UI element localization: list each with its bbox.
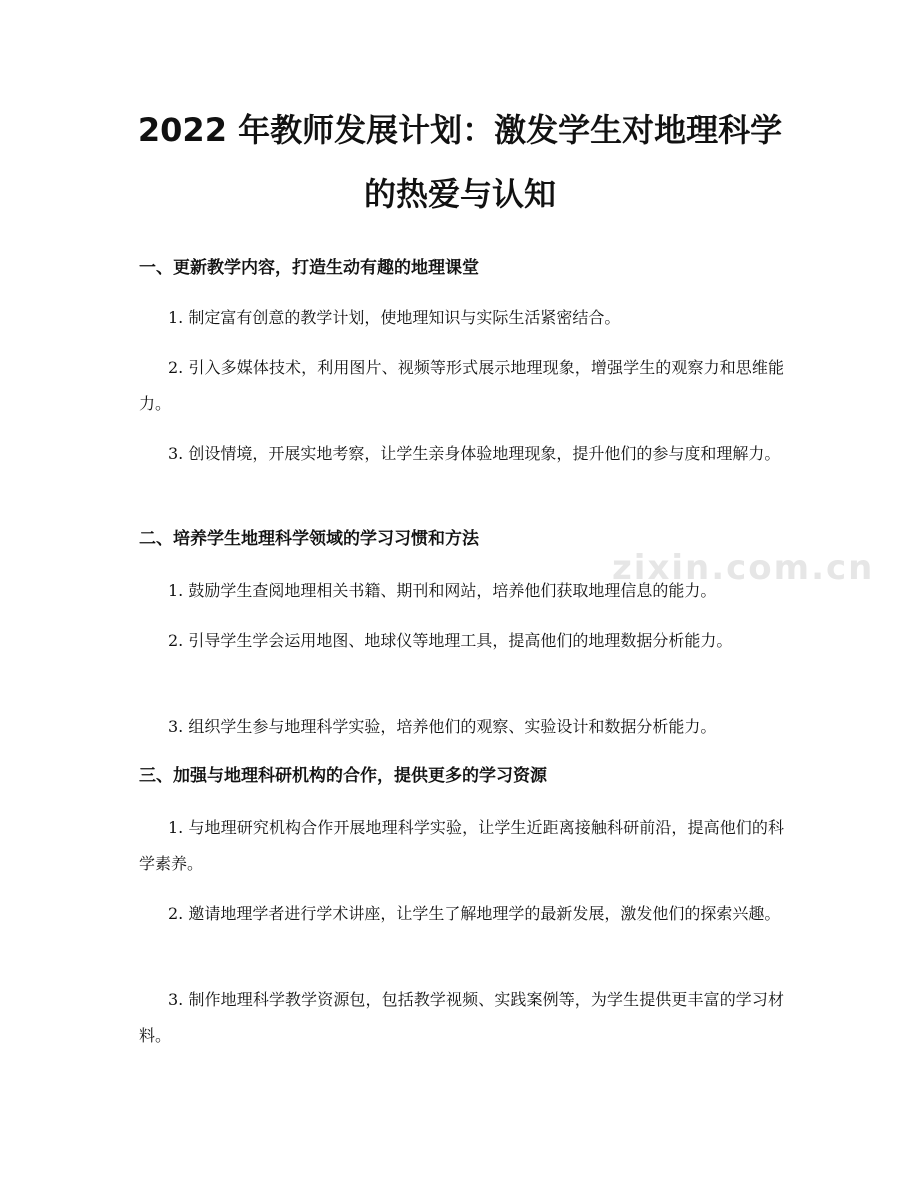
watermark-text: zixin.com.cn [612, 548, 875, 588]
title-line-1: 2022 年教师发展计划：激发学生对地理科学 [137, 111, 783, 149]
section-heading-3: 三、加强与地理科研机构的合作，提供更多的学习资源 [139, 766, 547, 786]
section-3-item-2: 2. 邀请地理学者进行学术讲座，让学生了解地理学的最新发展，激发他们的探索兴趣。 [168, 904, 781, 923]
document-title [100, 98, 820, 226]
section-1-item-3: 3. 创设情境，开展实地考察，让学生亲身体验地理现象，提升他们的参与度和理解力。 [168, 444, 781, 463]
section-2-item-1: 1. 鼓励学生查阅地理相关书籍、期刊和网站，培养他们获取地理信息的能力。 [168, 581, 717, 600]
section-2-item-3: 3. 组织学生参与地理科学实验，培养他们的观察、实验设计和数据分析能力。 [168, 717, 717, 736]
section-1-item-2: 2. 引入多媒体技术，利用图片、视频等形式展示地理现象，增强学生的观察力和思维能力。 [139, 358, 784, 413]
section-2-item-2: 2. 引导学生学会运用地图、地球仪等地理工具，提高他们的地理数据分析能力。 [168, 631, 733, 650]
section-heading-2: 二、培养学生地理科学领域的学习习惯和方法 [139, 529, 479, 549]
section-3-item-3: 3. 制作地理科学教学资源包，包括教学视频、实践案例等，为学生提供更丰富的学习材料。 [139, 990, 784, 1045]
title-line-2: 的热爱与认知 [363, 175, 556, 213]
section-1-item-1: 1. 制定富有创意的教学计划，使地理知识与实际生活紧密结合。 [168, 308, 621, 327]
section-heading-1: 一、更新教学内容，打造生动有趣的地理课堂 [139, 258, 479, 278]
section-3-item-1: 1. 与地理研究机构合作开展地理科学实验，让学生近距离接触科研前沿，提高他们的科学素养。 [139, 818, 784, 873]
